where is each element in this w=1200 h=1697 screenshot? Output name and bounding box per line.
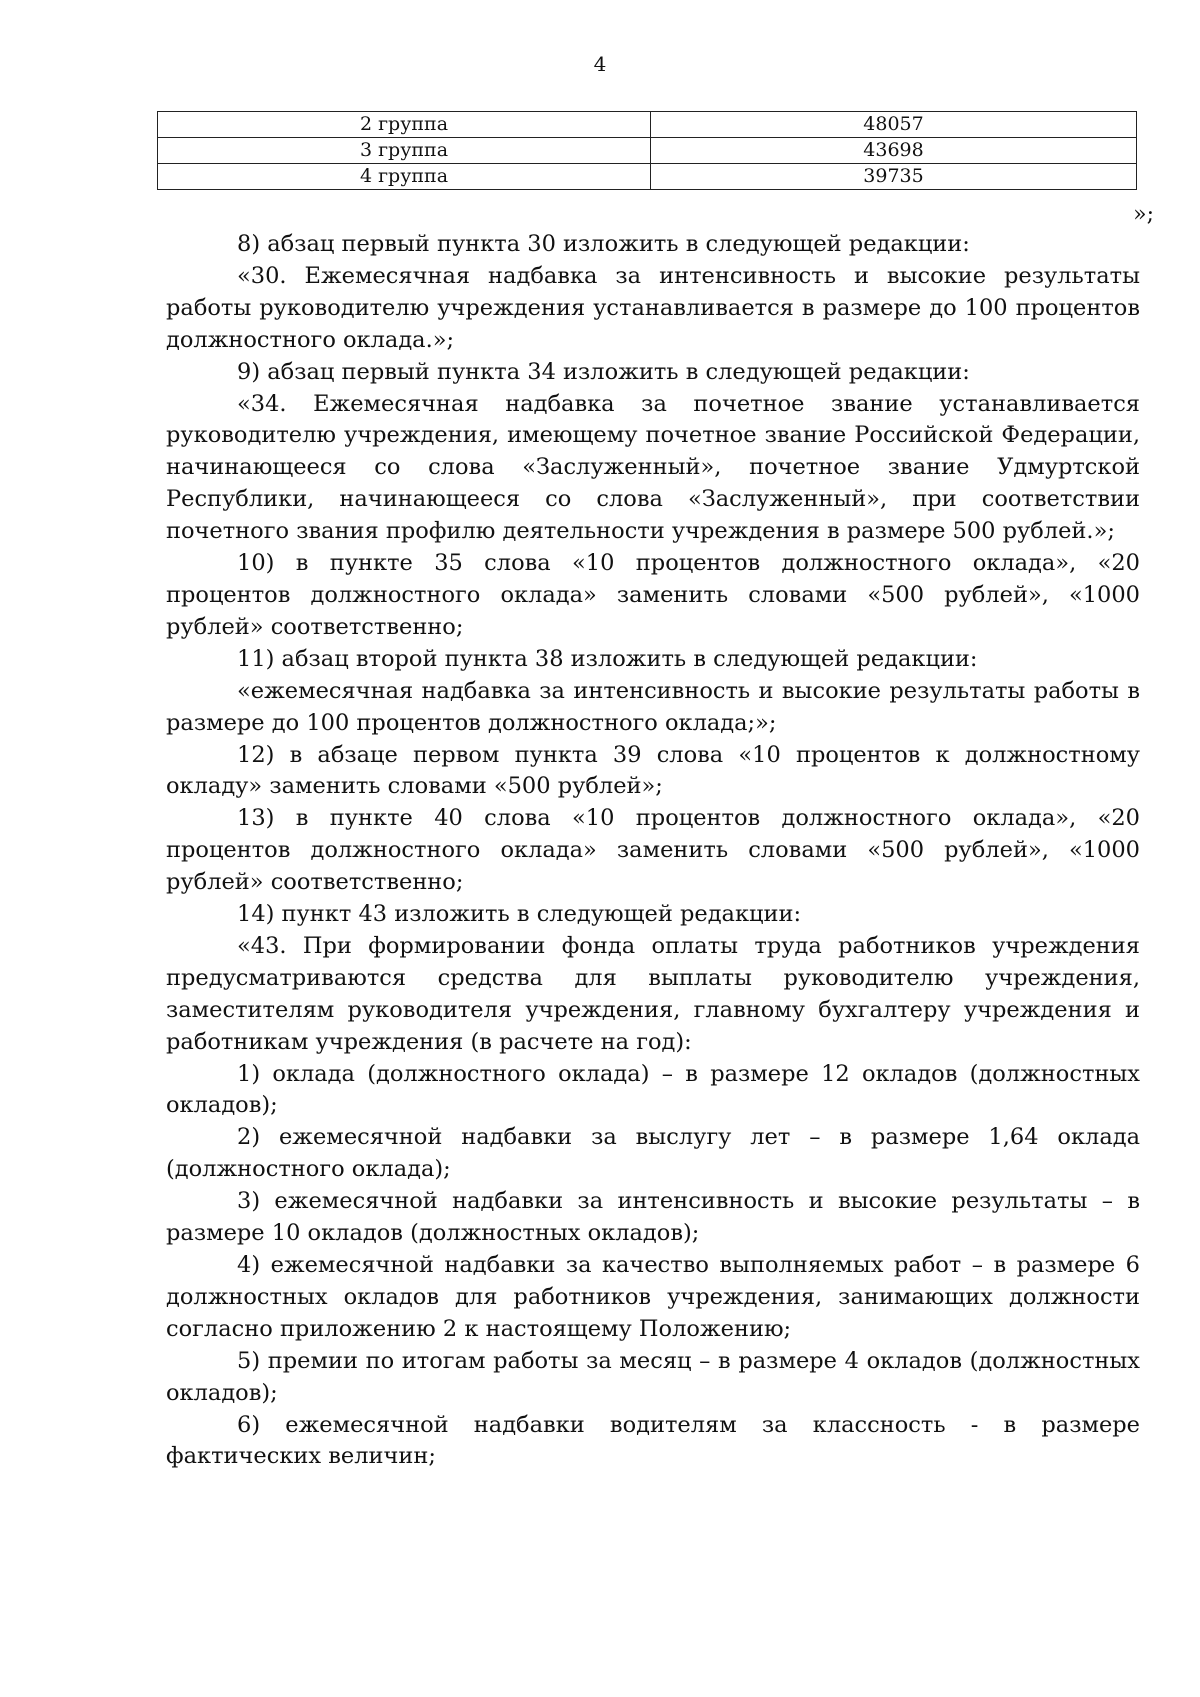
paragraph: 5) премии по итогам работы за месяц – в размере 4 окладов (должностных окладов); (166, 1347, 1140, 1406)
quote-close-mark: »; (1133, 202, 1154, 227)
paragraph: 12) в абзаце первом пункта 39 слова «10 процентов к должностному окладу» заменить словами «500 рублей»; (166, 741, 1140, 800)
paragraph: 2) ежемесячной надбавки за выслугу лет – в размере 1,64 оклада (должностного оклада); (166, 1124, 1140, 1183)
paragraph: «34. Ежемесячная надбавка за почетное звание устанавливается руководителю учреждения, имеющему почетное звание Российской Федерации, начинающееся со слова «Заслуженный», почетное звание Удмуртской Республики, начинающееся со слова «Заслуженный», при соответствии почетного звания профилю деятельности учреждения в размере 500 рублей.»; (166, 390, 1140, 545)
paragraph: 6) ежемесячной надбавки водителям за классность - в размере фактических величин; (166, 1411, 1140, 1470)
salary-group-table (157, 111, 1137, 190)
paragraph: 4) ежемесячной надбавки за качество выполняемых работ – в размере 6 должностных окладов для работников учреждения, занимающих должности согласно приложению 2 к настоящему Положению; (166, 1252, 1140, 1342)
paragraph: 9) абзац первый пункта 34 изложить в следующей редакции: (237, 358, 970, 385)
paragraph: «43. При формировании фонда оплаты труда работников учреждения предусматриваются средства для выплаты руководителю учреждения, заместителям руководителя учреждения, главному бухгалтеру учреждения и работникам учреждения (в расчете на год): (166, 932, 1140, 1055)
paragraph: 10) в пункте 35 слова «10 процентов должностного оклада», «20 процентов должностного оклада» заменить словами «500 рублей», «1000 рублей» соответственно; (166, 550, 1140, 640)
paragraph: «ежемесячная надбавка за интенсивность и высокие результаты работы в размере до 100 процентов должностного оклада;»; (166, 677, 1140, 736)
value-cell: 48057 (651, 112, 1137, 138)
table-row (158, 112, 1137, 138)
document-body (166, 229, 1140, 1473)
table-row (158, 164, 1137, 190)
paragraph: 13) в пункте 40 слова «10 процентов должностного оклада», «20 процентов должностного оклада» заменить словами «500 рублей», «1000 рублей» соответственно; (166, 805, 1140, 896)
paragraph: 8) абзац первый пункта 30 изложить в следующей редакции: (237, 231, 970, 257)
paragraph: 11) абзац второй пункта 38 изложить в следующей редакции: (237, 645, 978, 672)
paragraph: 14) пункт 43 изложить в следующей редакции: (237, 901, 802, 928)
paragraph: «30. Ежемесячная надбавка за интенсивность и высокие результаты работы руководителю учреждения устанавливается в размере до 100 процентов должностного оклада.»; (166, 262, 1140, 353)
paragraph: 3) ежемесячной надбавки за интенсивность и высокие результаты – в размере 10 окладов (должностных окладов); (166, 1188, 1140, 1247)
paragraph: 1) оклада (должностного оклада) – в размере 12 окладов (должностных окладов); (166, 1060, 1140, 1119)
value-cell: 43698 (651, 138, 1137, 164)
group-cell: 3 группа (158, 138, 651, 164)
group-cell: 4 группа (158, 164, 651, 190)
table-row (158, 138, 1137, 164)
page-number: 4 (593, 52, 607, 76)
group-cell: 2 группа (158, 112, 651, 138)
value-cell: 39735 (651, 164, 1137, 190)
